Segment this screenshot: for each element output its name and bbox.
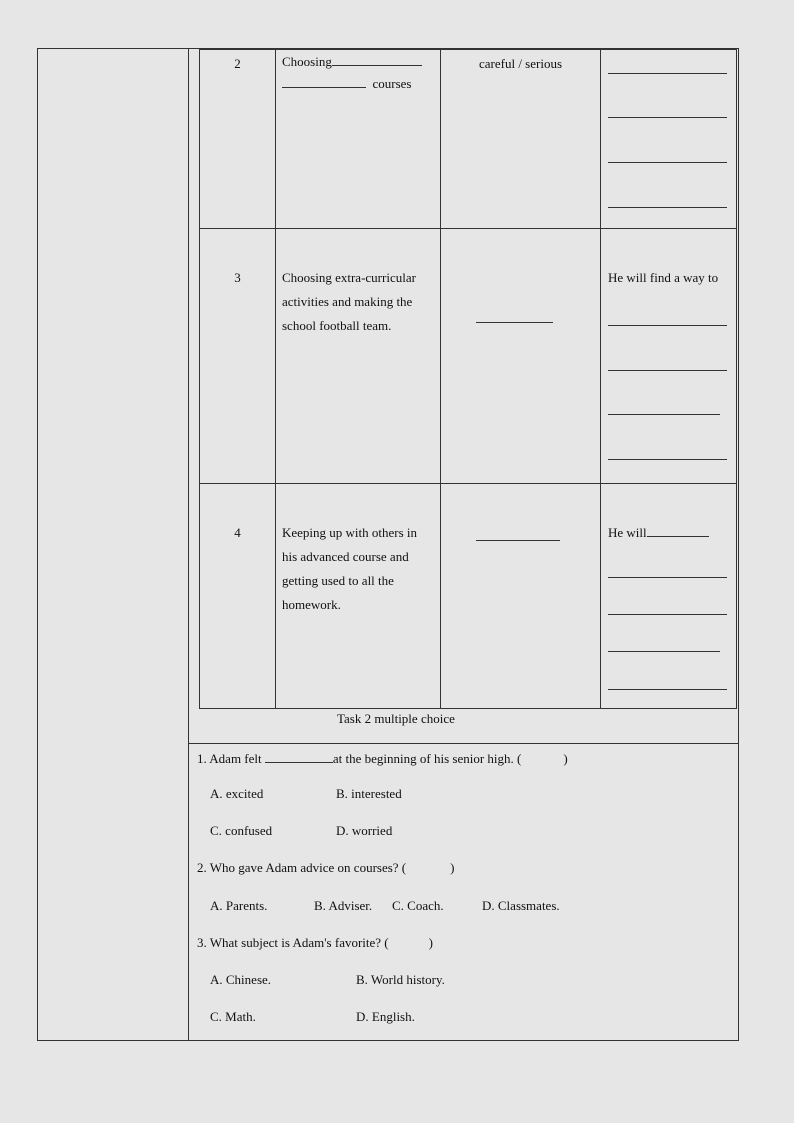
task-cell bbox=[276, 229, 441, 484]
blank-line[interactable] bbox=[608, 162, 727, 163]
task-text: school football team. bbox=[282, 318, 392, 333]
question-text: 2. Who gave Adam advice on courses? ( bbox=[197, 860, 407, 875]
option-b[interactable]: B. interested bbox=[336, 786, 402, 801]
blank-line[interactable] bbox=[608, 414, 720, 415]
table-row bbox=[200, 484, 737, 709]
option-d[interactable]: D. Classmates. bbox=[482, 898, 560, 913]
task-text: Choosing extra-curricular bbox=[282, 270, 416, 285]
task-text: activities and making the bbox=[282, 294, 413, 309]
result-cell bbox=[601, 229, 737, 484]
blank-line[interactable] bbox=[608, 577, 727, 578]
question-text: at the beginning of his senior high. ( bbox=[332, 751, 522, 766]
attitude-cell bbox=[441, 50, 601, 229]
attitude-text: careful / serious bbox=[478, 56, 563, 71]
option-a[interactable]: A. excited bbox=[210, 786, 264, 801]
blank-line[interactable] bbox=[282, 74, 366, 88]
row-number: 2 bbox=[234, 56, 241, 71]
task-text: his advanced course and bbox=[282, 549, 409, 564]
attitude-blank[interactable] bbox=[476, 540, 560, 541]
option-c[interactable]: C. confused bbox=[210, 823, 273, 838]
option-d[interactable]: D. English. bbox=[356, 1009, 415, 1024]
question-1 bbox=[197, 749, 568, 767]
question-text: 3. What subject is Adam's favorite? ( bbox=[197, 935, 389, 950]
blank-line[interactable] bbox=[647, 523, 709, 537]
question-2 bbox=[197, 860, 454, 876]
option-c[interactable]: C. Coach. bbox=[392, 898, 444, 913]
question-text: 1. Adam felt bbox=[197, 751, 262, 766]
task-text: homework. bbox=[282, 597, 341, 612]
row-number-cell bbox=[200, 484, 276, 709]
option-b[interactable]: B. Adviser. bbox=[314, 898, 373, 913]
row-number: 3 bbox=[234, 270, 241, 285]
task-cell bbox=[276, 50, 441, 229]
result-cell bbox=[601, 50, 737, 229]
attitude-cell bbox=[441, 484, 601, 709]
blank-line[interactable] bbox=[608, 325, 727, 326]
task-text: courses bbox=[372, 76, 412, 91]
row-number: 4 bbox=[234, 525, 241, 540]
task-text: Keeping up with others in bbox=[282, 525, 418, 540]
option-a[interactable]: A. Chinese. bbox=[210, 972, 272, 987]
blank-line[interactable] bbox=[608, 614, 727, 615]
paren-close: ) bbox=[450, 860, 455, 875]
task-cell bbox=[276, 484, 441, 709]
answer-blank[interactable] bbox=[265, 749, 333, 763]
blank-line[interactable] bbox=[332, 52, 422, 66]
right-column bbox=[189, 49, 739, 1040]
attitude-blank[interactable] bbox=[476, 322, 553, 323]
option-b[interactable]: B. World history. bbox=[356, 972, 445, 987]
task2-title: Task 2 multiple choice bbox=[337, 711, 455, 726]
task-text: Choosing bbox=[282, 54, 332, 69]
result-cell bbox=[601, 484, 737, 709]
section-divider bbox=[189, 743, 739, 744]
blank-line[interactable] bbox=[608, 370, 727, 371]
row-number-cell bbox=[200, 229, 276, 484]
row-number-cell bbox=[200, 50, 276, 229]
result-text: He will bbox=[608, 525, 647, 540]
blank-line[interactable] bbox=[608, 117, 727, 118]
blank-line[interactable] bbox=[608, 689, 727, 690]
paren-close: ) bbox=[563, 751, 568, 766]
option-a[interactable]: A. Parents. bbox=[210, 898, 268, 913]
worksheet-outer-table bbox=[37, 48, 739, 1041]
option-d[interactable]: D. worried bbox=[336, 823, 393, 838]
attitude-cell bbox=[441, 229, 601, 484]
table-row bbox=[200, 229, 737, 484]
blank-line[interactable] bbox=[608, 459, 727, 460]
blank-line[interactable] bbox=[608, 651, 720, 652]
result-text: He will find a way to bbox=[608, 270, 719, 285]
task-text: getting used to all the bbox=[282, 573, 394, 588]
task-table bbox=[199, 49, 737, 709]
question-3 bbox=[197, 935, 433, 951]
paren-close: ) bbox=[428, 935, 433, 950]
blank-line[interactable] bbox=[608, 207, 727, 208]
option-c[interactable]: C. Math. bbox=[210, 1009, 256, 1024]
table-row bbox=[200, 50, 737, 229]
blank-line[interactable] bbox=[608, 73, 727, 74]
